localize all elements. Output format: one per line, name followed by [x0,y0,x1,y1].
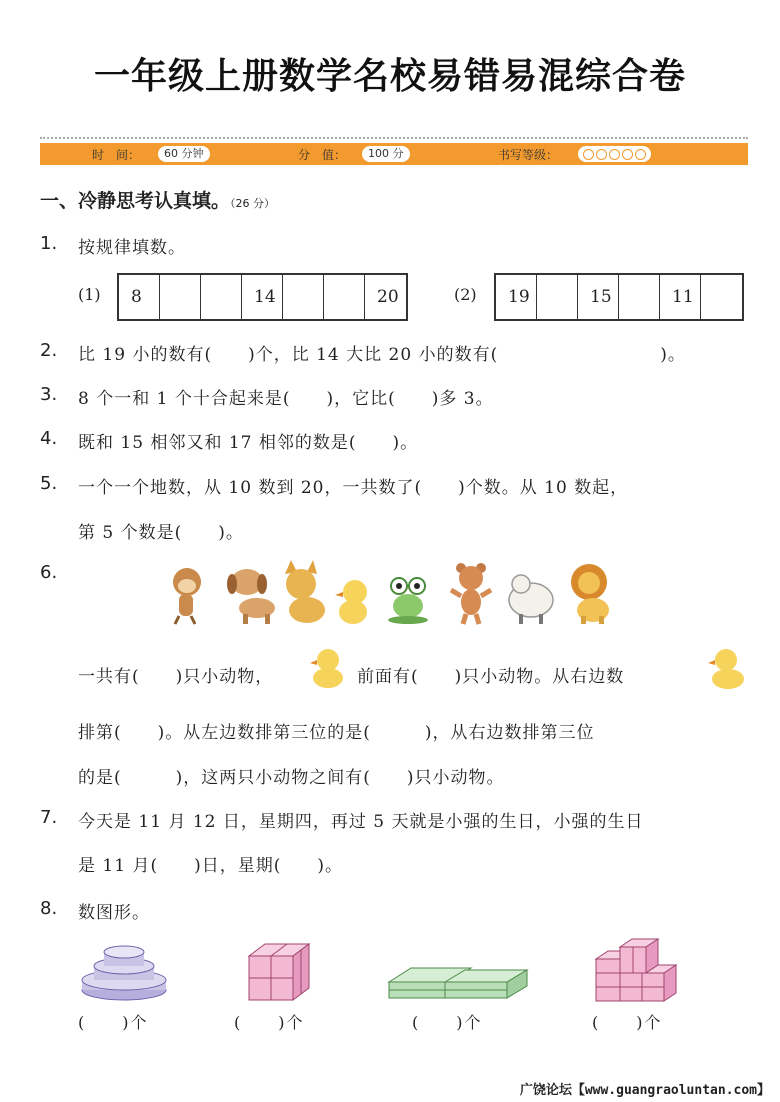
score-value: 100 分 [362,146,410,162]
seq-cell[interactable] [537,275,578,319]
seq-cell: 20 [377,287,399,307]
lion-icon [571,564,609,624]
page-title: 一年级上册数学名校易错易混综合卷 [93,56,686,97]
section-points: （26 分） [230,197,276,210]
seq-cell: 11 [660,275,701,319]
time-label: 时 间： [92,148,141,162]
seq-cell[interactable] [283,275,324,319]
q5-number: 5. [40,473,58,494]
q6-line1b: 前面有( )只小动物。从右边数 [357,667,625,687]
section-heading [40,186,275,213]
q8-text: 数图形。 [78,903,150,923]
chick-icon [706,646,750,692]
section-heading-text: 一、冷静思考认真填。 [40,190,231,212]
writing-grade-circles [578,146,651,162]
q6-line1a: 一共有( )只小动物， [78,667,274,687]
figure3-answer-blank[interactable]: ( )个 [412,1013,483,1032]
seq-cell: 8 [119,275,160,319]
animal-row [165,560,625,630]
q5-line2: 第 5 个数是( )。 [78,523,244,543]
score-label: 分 值： [298,148,347,162]
seq-cell[interactable] [619,275,660,319]
figure4-answer-blank[interactable]: ( )个 [592,1013,663,1032]
q1-part2-sequence [494,273,744,321]
q6-line2: 排第( )。从左边数排第三位的是( )，从右边数排第三位 [78,723,595,743]
footer-source: 广饶论坛【www.guangraoluntan.com】 [519,1083,770,1098]
q7-number: 7. [40,807,58,828]
q1-text: 按规律填数。 [78,238,186,258]
q4-number: 4. [40,428,58,449]
frog-icon [388,578,428,624]
q3-text: 8 个一和 1 个十合起来是( )，它比( )多 3。 [78,389,494,409]
seq-cell[interactable] [201,275,242,319]
q1-number: 1. [40,233,58,254]
divider [40,137,748,139]
q4-text: 既和 15 相邻又和 17 相邻的数是( )。 [78,433,419,453]
q5-line1: 一个一个地数，从 10 数到 20，一共数了( )个数。从 10 数起， [78,478,629,498]
bear-icon [451,563,491,624]
seq-cell: 19 [496,275,537,319]
chick-icon [335,580,367,624]
q8-number: 8. [40,898,58,919]
stepped-cubes-figure [592,937,682,1007]
q3-number: 3. [40,384,58,405]
dog-icon [227,569,275,624]
writing-label: 书写等级： [498,148,559,162]
seq-cell[interactable] [160,275,201,319]
q6-number: 6. [40,562,58,583]
seq-cell[interactable] [701,275,742,319]
seq-cell: 14 [242,275,283,319]
seq-cell[interactable] [324,275,365,319]
cube-block-figure [245,940,315,1006]
q6-line3: 的是( )，这两只小动物之间有( )只小动物。 [78,768,505,788]
monkey-icon [173,568,201,624]
stacked-disks-figure [78,938,173,1006]
cat-icon [285,560,325,623]
q1-part1-sequence [117,273,408,321]
figure1-answer-blank[interactable]: ( )个 [78,1013,149,1032]
q7-line1: 今天是 11 月 12 日，星期四，再过 5 天就是小强的生日，小强的生日 [78,812,644,832]
green-slabs-figure [385,962,531,1004]
q2-text: 比 19 小的数有( )个，比 14 大比 20 小的数有( )。 [78,345,686,365]
q7-line2: 是 11 月( )日，星期( )。 [78,856,343,876]
figure2-answer-blank[interactable]: ( )个 [234,1013,305,1032]
q1-part1-label: (1) [78,285,101,304]
chick-icon [308,646,350,690]
time-value: 60 分钟 [158,146,210,162]
sheep-icon [509,575,553,624]
q1-part2-label: (2) [454,285,477,304]
seq-cell: 15 [578,275,619,319]
info-bar [40,143,748,165]
q2-number: 2. [40,340,58,361]
